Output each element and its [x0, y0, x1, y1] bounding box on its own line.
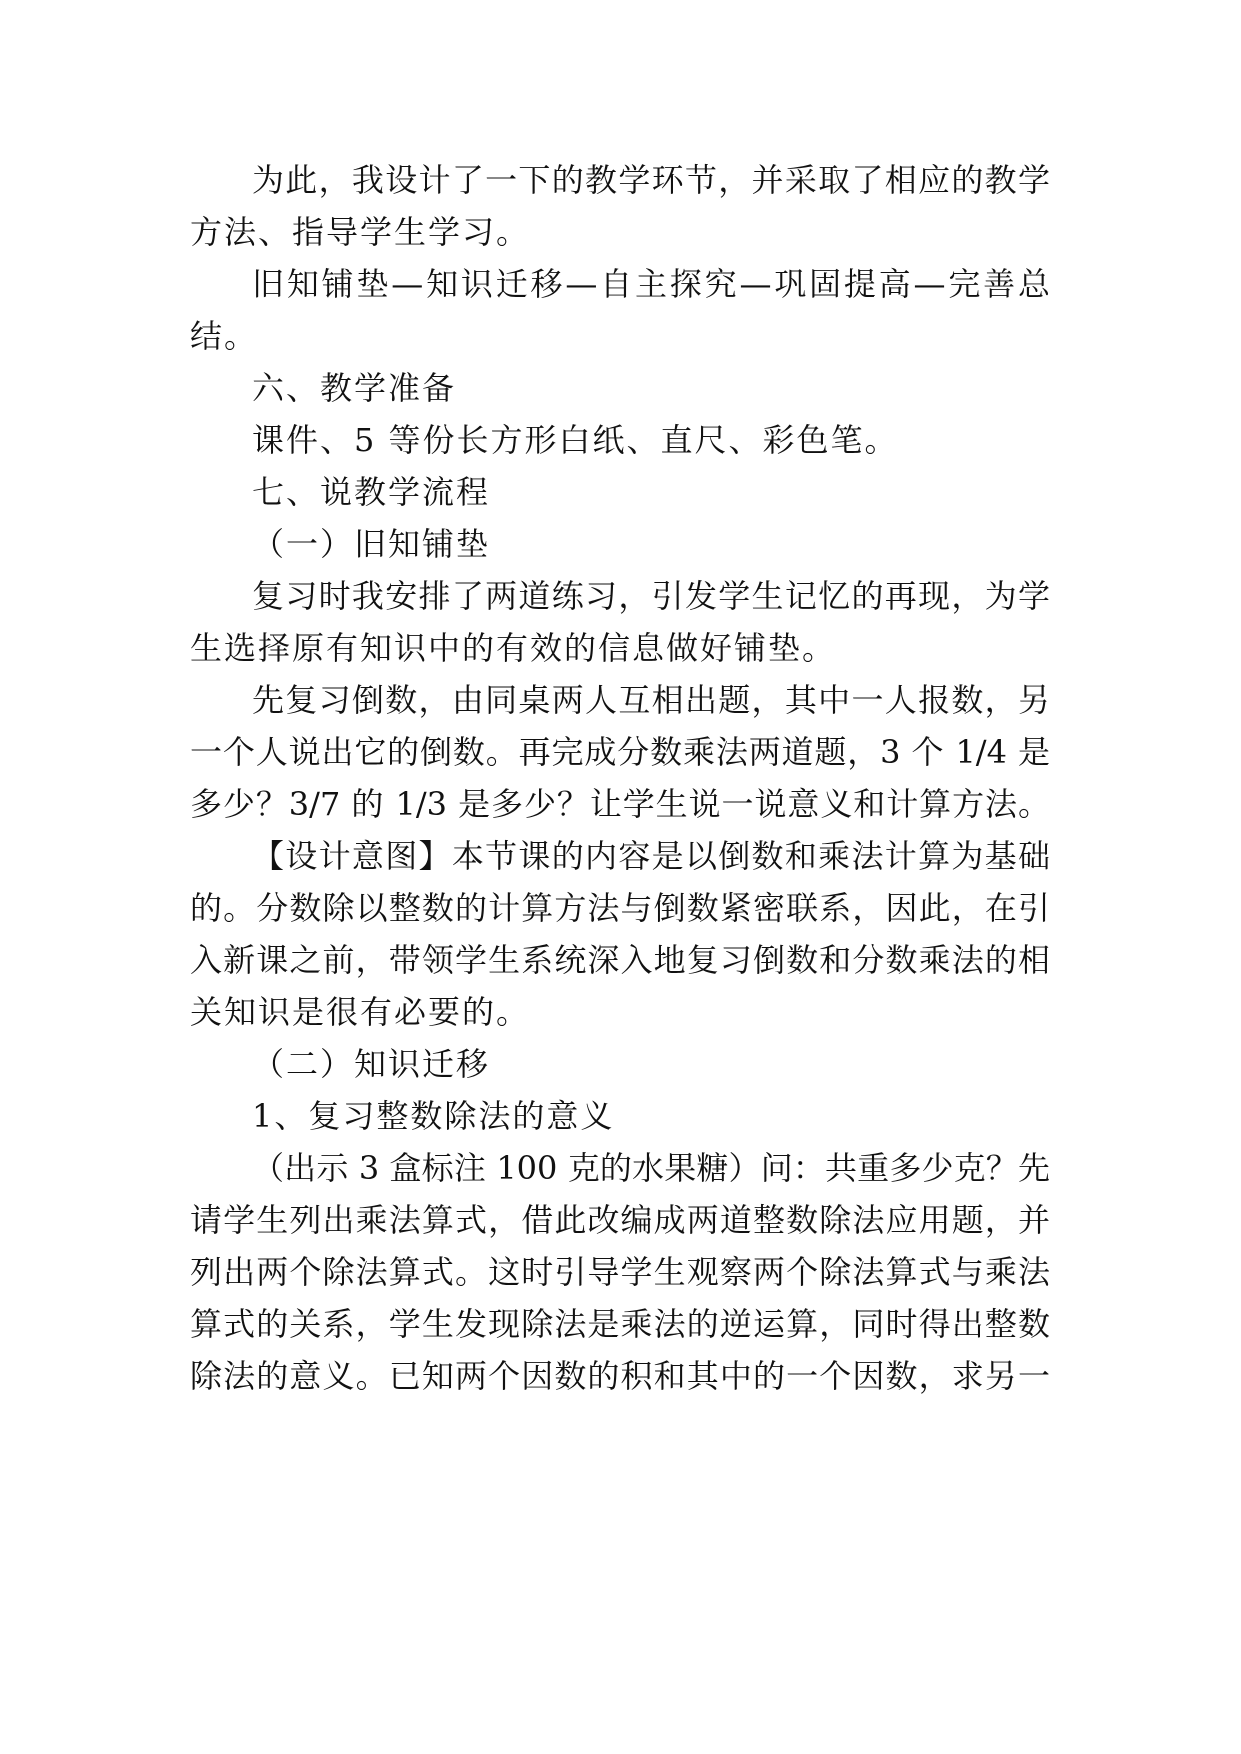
paragraph-line: （出示 3 盒标注 100 克的水果糖）问：共重多少克？先	[252, 1149, 1050, 1187]
paragraph-line: 为此，我设计了一下的教学环节，并采取了相应的教学	[252, 161, 1050, 199]
subsection-heading: （二）知识迁移	[252, 1045, 491, 1083]
paragraph-line: 旧知铺垫—知识迁移—自主探究—巩固提高—完善总	[252, 265, 1050, 303]
paragraph-line: 关知识是很有必要的。	[190, 993, 531, 1031]
subsection-heading: （一）旧知铺垫	[252, 525, 491, 563]
paragraph-line: 先复习倒数，由同桌两人互相出题，其中一人报数，另	[252, 681, 1050, 719]
paragraph-line: 一个人说出它的倒数。再完成分数乘法两道题，3 个 1/4 是	[190, 733, 1050, 771]
section-heading: 七、说教学流程	[252, 473, 491, 511]
section-heading: 六、教学准备	[252, 369, 457, 407]
paragraph-line: 多少？3/7 的 1/3 是多少？让学生说一说意义和计算方法。	[190, 785, 1050, 823]
paragraph-line: 生选择原有知识中的有效的信息做好铺垫。	[190, 629, 837, 667]
paragraph-line: 入新课之前，带领学生系统深入地复习倒数和分数乘法的相	[190, 941, 1050, 979]
paragraph-line: 请学生列出乘法算式，借此改编成两道整数除法应用题，并	[190, 1201, 1050, 1239]
list-item: 1、复习整数除法的意义	[252, 1097, 615, 1135]
paragraph-line: 课件、5 等份长方形白纸、直尺、彩色笔。	[252, 421, 899, 459]
paragraph-line: 复习时我安排了两道练习，引发学生记忆的再现，为学	[252, 577, 1050, 615]
paragraph-line: 【设计意图】本节课的内容是以倒数和乘法计算为基础	[252, 837, 1050, 875]
paragraph-line: 列出两个除法算式。这时引导学生观察两个除法算式与乘法	[190, 1253, 1050, 1291]
paragraph-line: 算式的关系，学生发现除法是乘法的逆运算，同时得出整数	[190, 1305, 1050, 1343]
paragraph-line: 的。分数除以整数的计算方法与倒数紧密联系，因此，在引	[190, 889, 1050, 927]
paragraph-line: 除法的意义。已知两个因数的积和其中的一个因数，求另一	[190, 1357, 1050, 1395]
paragraph-line: 结。	[190, 317, 259, 355]
paragraph-line: 方法、指导学生学习。	[190, 213, 531, 251]
